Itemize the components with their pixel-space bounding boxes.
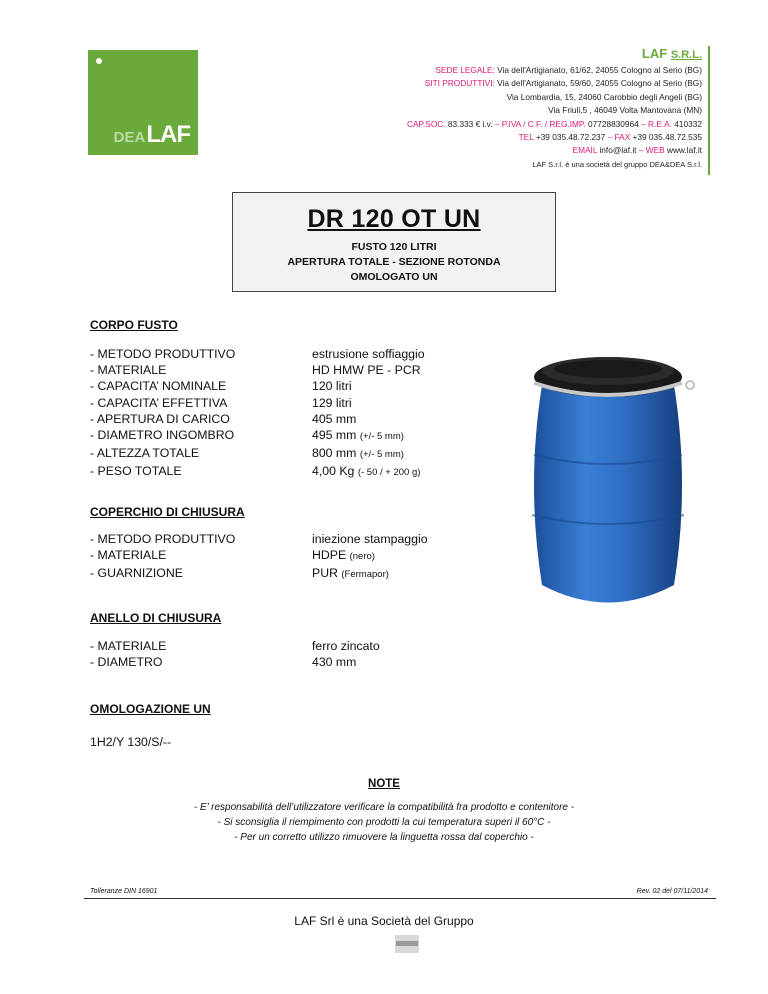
- coperchio-spec-row: [90, 565, 428, 583]
- spec-value: 120 litri: [312, 379, 352, 394]
- logo-dot: [96, 58, 102, 64]
- revision-text: Rev. 02 del 07/11/2014: [636, 888, 708, 895]
- product-code: DR 120 OT UN: [307, 205, 481, 233]
- spec-value: 405 mm: [312, 411, 357, 426]
- corpo-spec-row: [90, 445, 425, 463]
- spec-value: 495 mm (+/- 5 mm): [312, 428, 404, 443]
- product-subtitle-1: FUSTO 120 LITRI: [351, 241, 437, 253]
- spec-label: - PESO TOTALE: [90, 464, 182, 479]
- spec-value: ferro zincato: [312, 639, 380, 653]
- spec-value: HDPE (nero): [312, 548, 375, 563]
- omologazione-heading: OMOLOGAZIONE UN: [90, 702, 211, 716]
- tolerance-text: Tolleranze DIN 16901: [90, 888, 158, 895]
- corpo-spec-row: [90, 427, 425, 445]
- spec-label: - METODO PRODUTTIVO: [90, 532, 236, 546]
- corpo-spec-list: [90, 346, 425, 482]
- spec-value: 430 mm: [312, 655, 357, 670]
- corpo-spec-row: [90, 411, 425, 427]
- spec-value: 129 litri: [312, 395, 352, 410]
- spec-label: - DIAMETRO: [90, 655, 163, 670]
- anello-heading: ANELLO DI CHIUSURA: [90, 611, 222, 625]
- company-phone: TEL +39 035.48.72.237 – FAX +39 035.48.72.535: [518, 132, 702, 143]
- spec-value: iniezione stampaggio: [312, 532, 428, 546]
- company-contacts: EMAIL info@laf.it – WEB www.laf.it: [572, 145, 702, 156]
- company-siti-1: SITI PRODUTTIVI: Via dell'Artigianato, 59/60, 24055 Cologno al Serio (BG): [424, 78, 702, 89]
- coperchio-spec-row: [90, 531, 428, 547]
- company-header: [390, 46, 710, 175]
- group-logo: [395, 935, 419, 953]
- corpo-heading: CORPO FUSTO: [90, 318, 178, 332]
- spec-label: - METODO PRODUTTIVO: [90, 347, 236, 361]
- company-name: LAF S.R.L.: [641, 46, 702, 61]
- corpo-spec-row: [90, 346, 425, 362]
- company-siti-3: Via Friuli,5 , 46049 Volta Mantovana (MN): [548, 105, 702, 116]
- note-line-1: - E’ responsabilità dell’utilizzatore verificare la compatibilità fra prodotto e contenitore -: [193, 802, 575, 813]
- coperchio-spec-row: [90, 547, 428, 565]
- corpo-spec-row: [90, 362, 425, 378]
- corpo-spec-row: [90, 395, 425, 411]
- company-siti-2: Via Lombardia, 15, 24060 Carobbio degli Angeli (BG): [506, 91, 702, 102]
- spec-label: - GUARNIZIONE: [90, 566, 183, 581]
- omologazione-code: 1H2/Y 130/S/--: [90, 735, 172, 749]
- spec-label: - CAPACITA’ EFFETTIVA: [90, 395, 228, 410]
- note-line-3: - Per un corretto utilizzo rimuovere la linguetta rossa dal coperchio -: [234, 832, 534, 843]
- company-group-note: LAF S.r.l. è una società del gruppo DEA&DEA S.r.l.: [532, 159, 702, 169]
- product-title-box: [232, 192, 556, 292]
- note-line-2: - Si sconsiglia il riempimento con prodotti la cui temperatura superi il 60°C -: [217, 817, 551, 828]
- footer-divider: [84, 898, 716, 899]
- spec-tolerance: (Fermapor): [341, 569, 389, 581]
- spec-value: 4,00 Kg (- 50 / + 200 g): [312, 464, 421, 479]
- email-link[interactable]: info@laf.it: [599, 145, 637, 156]
- web-link[interactable]: www.laf.it: [666, 145, 702, 156]
- spec-label: - CAPACITA’ NOMINALE: [90, 379, 227, 394]
- barrel-body: [534, 385, 682, 603]
- coperchio-spec-list: [90, 531, 428, 584]
- product-subtitle-3: OMOLOGATO UN: [350, 271, 438, 283]
- spec-value: PUR (Fermapor): [312, 566, 389, 581]
- logo-wordmark: DEALAF: [113, 121, 190, 148]
- anello-spec-row: [90, 638, 380, 654]
- notes-text: [0, 800, 768, 845]
- anello-spec-list: [90, 638, 380, 670]
- barrel-image: [520, 345, 695, 610]
- spec-label: - ALTEZZA TOTALE: [90, 446, 200, 461]
- spec-tolerance: (nero): [349, 551, 375, 563]
- spec-label: - MATERIALE: [90, 363, 167, 378]
- group-text: LAF Srl è una Società del Gruppo: [294, 914, 474, 928]
- product-subtitle-2: APERTURA TOTALE - SEZIONE ROTONDA: [287, 256, 501, 268]
- anello-spec-row: [90, 654, 380, 670]
- corpo-spec-row: [90, 378, 425, 394]
- coperchio-heading: COPERCHIO DI CHIUSURA: [90, 505, 245, 519]
- spec-label: - MATERIALE: [90, 639, 167, 653]
- spec-tolerance: (- 50 / + 200 g): [357, 467, 421, 479]
- spec-label: - DIAMETRO INGOMBRO: [90, 428, 235, 443]
- notes-heading: NOTE: [368, 778, 400, 790]
- spec-tolerance: (+/- 5 mm): [359, 449, 404, 461]
- spec-value: HD HMW PE - PCR: [312, 363, 421, 378]
- company-logo: [88, 50, 198, 155]
- spec-label: - MATERIALE: [90, 548, 167, 563]
- spec-tolerance: (+/- 5 mm): [359, 431, 404, 443]
- company-registry: CAP.SOC. 83.333 € i.v. – P.IVA / C.F. / REG.IMP. 07728830964 – R.E.A. 410332: [407, 118, 702, 129]
- spec-value: estrusione soffiaggio: [312, 347, 425, 361]
- company-sede: SEDE LEGALE: Via dell'Artigianato, 61/62, 24055 Cologno al Serio (BG): [435, 65, 702, 75]
- spec-label: - APERTURA DI CARICO: [90, 411, 230, 426]
- spec-value: 800 mm (+/- 5 mm): [312, 446, 404, 461]
- corpo-spec-row: [90, 463, 425, 481]
